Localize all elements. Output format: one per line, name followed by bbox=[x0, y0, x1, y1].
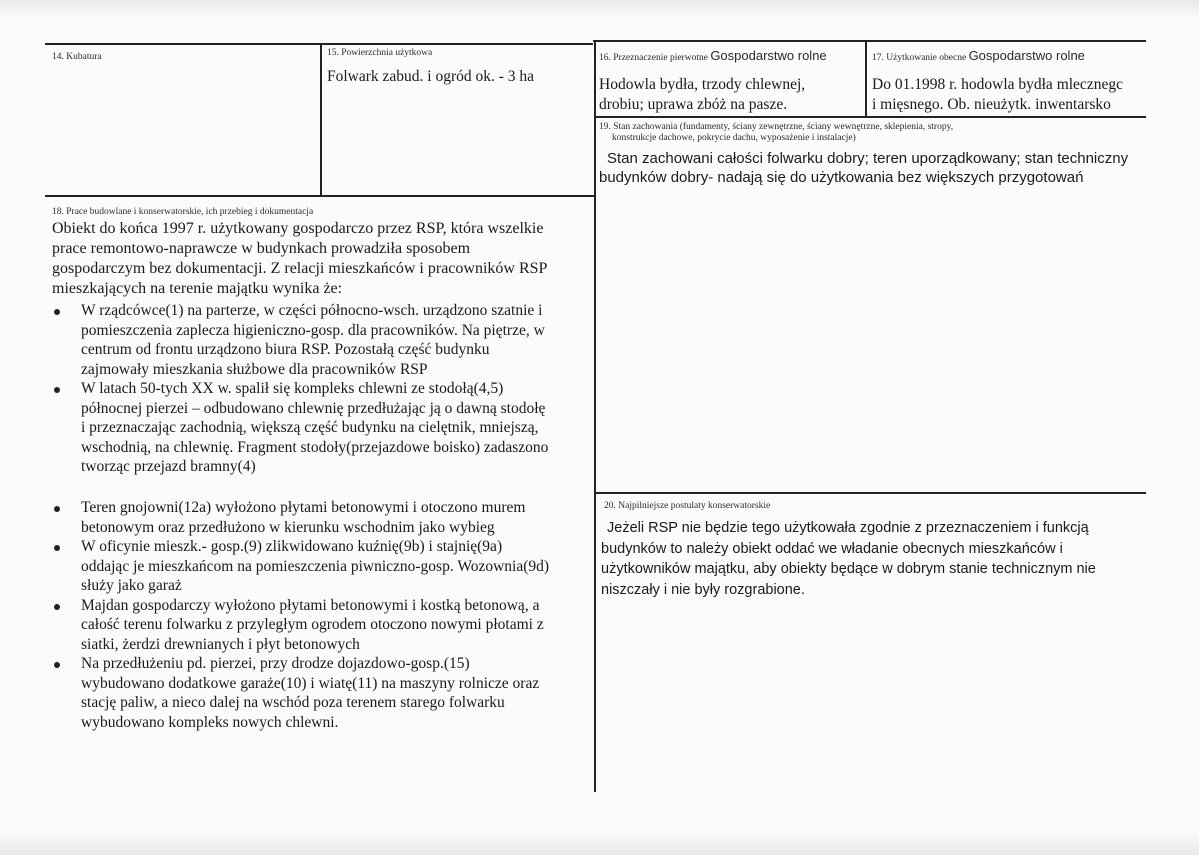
list-item-line: tworząc przejazd bramny(4) bbox=[81, 458, 256, 475]
field-19-label-line-2: konstrukcje dachowe, pokrycie dachu, wyposażenie i instalacje) bbox=[612, 133, 856, 143]
list-item-line: centrum od frontu urządzono biura RSP. Pozostałą część budynku bbox=[81, 341, 490, 358]
bullet-icon bbox=[54, 604, 60, 610]
field-18-intro-4: mieszkających na terenie majątku wynika że: bbox=[52, 280, 343, 297]
rule-above-20 bbox=[594, 492, 1146, 494]
field-16-line-1: Hodowla bydła, trzody chlewnej, bbox=[599, 76, 806, 93]
bullet-icon bbox=[54, 506, 60, 512]
field-17-line-2: i mięsnego. Ob. nieużytk. inwentarsko bbox=[872, 96, 1111, 113]
list-item-line: służy jako garaż bbox=[81, 577, 182, 594]
field-18-intro-2: prace remontowo-naprawcze w budynkach prowadziła sposobem bbox=[52, 240, 471, 257]
list-item bbox=[50, 379, 548, 477]
rule-v-14-15 bbox=[320, 43, 322, 196]
list-item-line: W latach 50-tych XX w. spalił się kompleks chlewni ze stodołą(4,5) bbox=[81, 380, 504, 397]
field-17-label bbox=[872, 50, 1085, 64]
list-item-line: Teren gnojowni(12a) wyłożono płytami betonowymi i otoczono murem bbox=[81, 499, 526, 516]
list-item-line: betonowym oraz przedłużono w kierunku wschodnim jako wybieg bbox=[81, 518, 495, 536]
list-item-line: pomieszczenia zaplecza higieniczno-gosp. dla pracowników. Na piętrze, w bbox=[81, 321, 545, 339]
field-16-label bbox=[599, 50, 827, 64]
list-item-line: W oficynie mieszk.- gosp.(9) zlikwidowano kuźnię(9b) i stajnię(9a) bbox=[81, 538, 503, 555]
field-17-label-text: 17. Użytkowanie obecne bbox=[872, 53, 967, 63]
list-item bbox=[50, 654, 549, 732]
bullet-icon bbox=[54, 545, 60, 551]
list-item-line: wybudowano dodatkowe garaże(10) i wiatę(11) na maszyny rolnicze oraz bbox=[81, 674, 540, 692]
field-16-label-value: Gospodarstwo rolne bbox=[710, 48, 827, 63]
field-18-bullets-top bbox=[50, 301, 548, 477]
list-item-line: Na przedłużeniu pd. pierzei, przy drodze dojazdowo-gosp.(15) bbox=[81, 655, 470, 672]
rule-below-16-17 bbox=[594, 116, 1146, 118]
list-item-line: północnej pierzei – odbudowano chlewnię przedłużając ją o dawną stodołę bbox=[81, 399, 546, 417]
field-18-intro-3: gospodarczym bez dokumentacji. Z relacji mieszkańców i pracowników RSP bbox=[52, 260, 548, 277]
rule-v-center bbox=[594, 40, 596, 792]
list-item-line: stację paliw, a nieco dalej na wschód poza terenem starego folwarku bbox=[81, 694, 505, 711]
field-20-label: 20. Najpilniejsze postulaty konserwatorskie bbox=[604, 501, 771, 511]
bullet-icon bbox=[54, 387, 60, 393]
list-item-line: W rządcówce(1) na parterze, w części północno-wsch. urządzono szatnie i bbox=[81, 302, 543, 319]
rule-v-16-17 bbox=[865, 40, 867, 116]
list-item-line: oddając je mieszkańcom na pomieszczenia piwniczno-gosp. Wozownia(9d) bbox=[81, 557, 550, 575]
field-20-line-1: Jeżeli RSP nie będzie tego użytkowała zgodnie z przeznaczeniem i funkcją bbox=[607, 520, 1089, 536]
field-16-label-text: 16. Przeznaczenie pierwotne bbox=[599, 53, 708, 63]
field-19-line-2: budynków dobry- nadają się do użytkowania bez większych przygotowań bbox=[599, 169, 1084, 186]
field-19-line-1: Stan zachowani całości folwarku dobry; teren uporządkowany; stan techniczny bbox=[607, 150, 1129, 167]
bullet-icon bbox=[54, 309, 60, 315]
field-15-label: 15. Powierzchnia użytkowa bbox=[327, 48, 433, 58]
field-15-value: Folwark zabud. i ogród ok. - 3 ha bbox=[327, 68, 535, 85]
field-18-intro-1: Obiekt do końca 1997 r. użytkowany gospodarczo przez RSP, która wszelkie bbox=[52, 220, 544, 237]
list-item bbox=[50, 301, 548, 379]
rule-top-right bbox=[593, 40, 1146, 42]
field-16-line-2: drobiu; uprawa zbóż na pasze. bbox=[599, 96, 788, 113]
list-item-line: całość terenu folwarku z przyległym ogrodem otoczono nowymi płotami z bbox=[81, 616, 544, 633]
list-item bbox=[50, 498, 549, 537]
list-item bbox=[50, 537, 549, 596]
list-item-line: wybudowano kompleks nowych chlewni. bbox=[81, 713, 339, 731]
list-item-line: wschodnią, na chlewnię. Fragment stodoły(przejazdowe boisko) zadaszono bbox=[81, 438, 549, 456]
field-17-label-value: Gospodarstwo rolne bbox=[968, 48, 1085, 63]
bullet-icon bbox=[54, 662, 60, 668]
field-14-label: 14. Kubatura bbox=[52, 52, 102, 62]
field-20-line-2: budynków to należy obiekt oddać we władanie obecnych mieszkańców i bbox=[601, 541, 1063, 557]
list-item-line: siatki, żerdzi drewnianych i płyt betonowych bbox=[81, 635, 360, 653]
field-19-label-line-1: 19. Stan zachowania (fundamenty, ściany zewnętrzne, ściany wewnętrzne, sklepienia, stropy, bbox=[599, 122, 954, 132]
field-18-label: 18. Prace budowlane i konserwatorskie, ich przebieg i dokumentacja bbox=[52, 207, 314, 217]
rule-below-14-15 bbox=[45, 195, 594, 197]
field-20-line-4: niszczały i nie były rozgrabione. bbox=[601, 582, 805, 598]
list-item-line: zajmowały mieszkania służbowe dla pracowników RSP bbox=[81, 360, 428, 378]
field-18-bullets-bottom bbox=[50, 498, 549, 732]
list-item-line: i przeznaczając zachodnią, większą część budynku na cielętnik, mniejszą, bbox=[81, 419, 539, 436]
rule-top-left bbox=[45, 43, 593, 45]
page-edge-top bbox=[0, 0, 1199, 18]
page-edge-bottom bbox=[0, 831, 1199, 855]
field-17-line-1: Do 01.1998 r. hodowla bydła mlecznegc bbox=[872, 76, 1123, 93]
list-item bbox=[50, 596, 549, 655]
field-20-line-3: użytkowników majątku, aby obiekty będące w dobrym stanie technicznym nie bbox=[601, 561, 1096, 577]
list-item-line: Majdan gospodarczy wyłożono płytami betonowymi i kostką betonową, a bbox=[81, 596, 540, 614]
